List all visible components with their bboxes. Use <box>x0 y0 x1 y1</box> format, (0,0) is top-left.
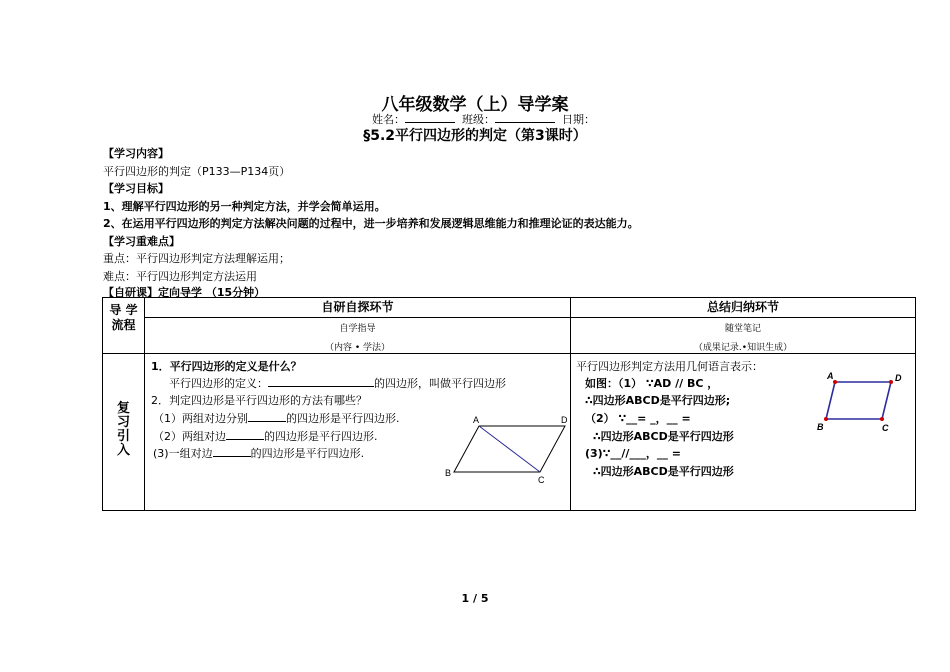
method-1-prefix: （1）两组对边分别 <box>153 412 248 425</box>
point-a <box>833 380 837 384</box>
method-2 <box>153 428 378 444</box>
method-3-blank <box>213 445 251 457</box>
parallelogram-outline-right <box>826 382 891 419</box>
name-blank <box>405 111 455 123</box>
vertex-label-b: B <box>445 468 452 478</box>
study-table <box>102 297 916 511</box>
method-3-suffix: 的四边形是平行四边形. <box>250 447 365 460</box>
parallelogram-figure-right <box>815 370 911 434</box>
guide-subheader-note: （内容 • 学法） <box>324 343 391 353</box>
summary-intro: 平行四边形判定方法用几何语言表示： <box>576 360 763 373</box>
lesson-subtitle: §5.2平行四边形的判定（第3课时） <box>363 128 587 144</box>
class-blank <box>495 111 555 123</box>
q1-answer-prefix: 平行四边形的定义： <box>169 377 268 390</box>
self-study-cell <box>145 354 571 511</box>
point-c <box>880 417 884 421</box>
point-d <box>889 380 893 384</box>
method-1 <box>153 410 400 426</box>
notes-subheader-note: （成果记录.•知识生成） <box>693 343 793 353</box>
review-row-label-cell <box>103 354 145 511</box>
right-label-c: C <box>882 423 889 433</box>
method-2-prefix: （2）两组对边 <box>153 430 226 443</box>
difficult-point: 难点：平行四边形判定方法运用 <box>103 270 257 283</box>
process-header-cell <box>103 298 145 354</box>
method-3-prefix: (3)一组对边 <box>153 447 213 460</box>
class-label: 班级： <box>462 113 495 126</box>
self-study-column-header: 自研自探环节 <box>145 298 571 318</box>
keypoints-heading: 【学习重难点】 <box>103 235 180 248</box>
method-2-suffix: 的四边形是平行四边形. <box>264 430 378 443</box>
method-1-blank <box>248 410 286 422</box>
key-point: 重点：平行四边形判定方法理解运用； <box>103 252 290 265</box>
summary-cell <box>571 354 916 511</box>
goals-heading: 【学习目标】 <box>103 182 169 195</box>
method-1-suffix: 的四边形是平行四边形. <box>286 412 400 425</box>
q1-answer-suffix: 的四边形，叫做平行四边形 <box>374 377 506 390</box>
review-row-label: 复 习 引 入 <box>116 401 130 458</box>
guide-subheader <box>145 318 571 354</box>
question-1-answer <box>169 375 506 391</box>
question-1: 1．平行四边形的定义是什么？ <box>151 360 302 373</box>
notes-subheader-title: 随堂笔记 <box>724 324 761 334</box>
summary-line-2: ∴四边形ABCD是平行四边形; <box>585 394 731 407</box>
question-2: 2．判定四边形是平行四边形的方法有哪些？ <box>151 394 367 407</box>
parallelogram-diagonal <box>479 426 540 472</box>
parallelogram-figure-left <box>441 412 571 484</box>
summary-line-3: （2） ∵__= _，__ = <box>585 412 691 425</box>
goal-1: 1、理解平行四边形的另一种判定方法，并学会简单运用。 <box>103 200 386 213</box>
method-3 <box>153 445 364 461</box>
right-label-b: B <box>817 422 824 432</box>
name-label: 姓名： <box>372 113 405 126</box>
right-label-d: D <box>895 373 902 383</box>
summary-line-6: ∴四边形ABCD是平行四边形 <box>593 465 734 478</box>
right-label-a: A <box>827 371 834 381</box>
vertex-label-d: D <box>561 415 568 425</box>
date-label: 日期： <box>562 113 595 126</box>
vertex-label-c: C <box>538 475 545 484</box>
summary-line-1: 如图：（1） ∵AD // BC ， <box>585 377 719 390</box>
self-study-heading: 【自研课】定向导学 （15分钟） <box>103 286 266 299</box>
notes-subheader <box>571 318 916 354</box>
summary-column-header: 总结归纳环节 <box>571 298 916 318</box>
page-number: 1 / 5 <box>461 592 489 605</box>
content-heading: 【学习内容】 <box>103 147 169 160</box>
summary-line-5: (3)∵__//___，__ = <box>585 447 681 460</box>
page-title: 八年级数学（上）导学案 <box>381 95 569 115</box>
guide-subheader-title: 自学指导 <box>339 324 376 334</box>
content-text: 平行四边形的判定（P133—P134页） <box>103 165 291 178</box>
process-header: 导 学 流程 <box>109 303 138 332</box>
q1-blank <box>268 375 374 387</box>
vertex-label-a: A <box>473 415 480 425</box>
point-b <box>824 417 828 421</box>
goal-2: 2、在运用平行四边形的判定方法解决问题的过程中，进一步培养和发展逻辑思维能力和推理论证的表达能力。 <box>103 217 639 230</box>
summary-line-4: ∴四边形ABCD是平行四边形 <box>593 430 734 443</box>
method-2-blank <box>226 428 264 440</box>
